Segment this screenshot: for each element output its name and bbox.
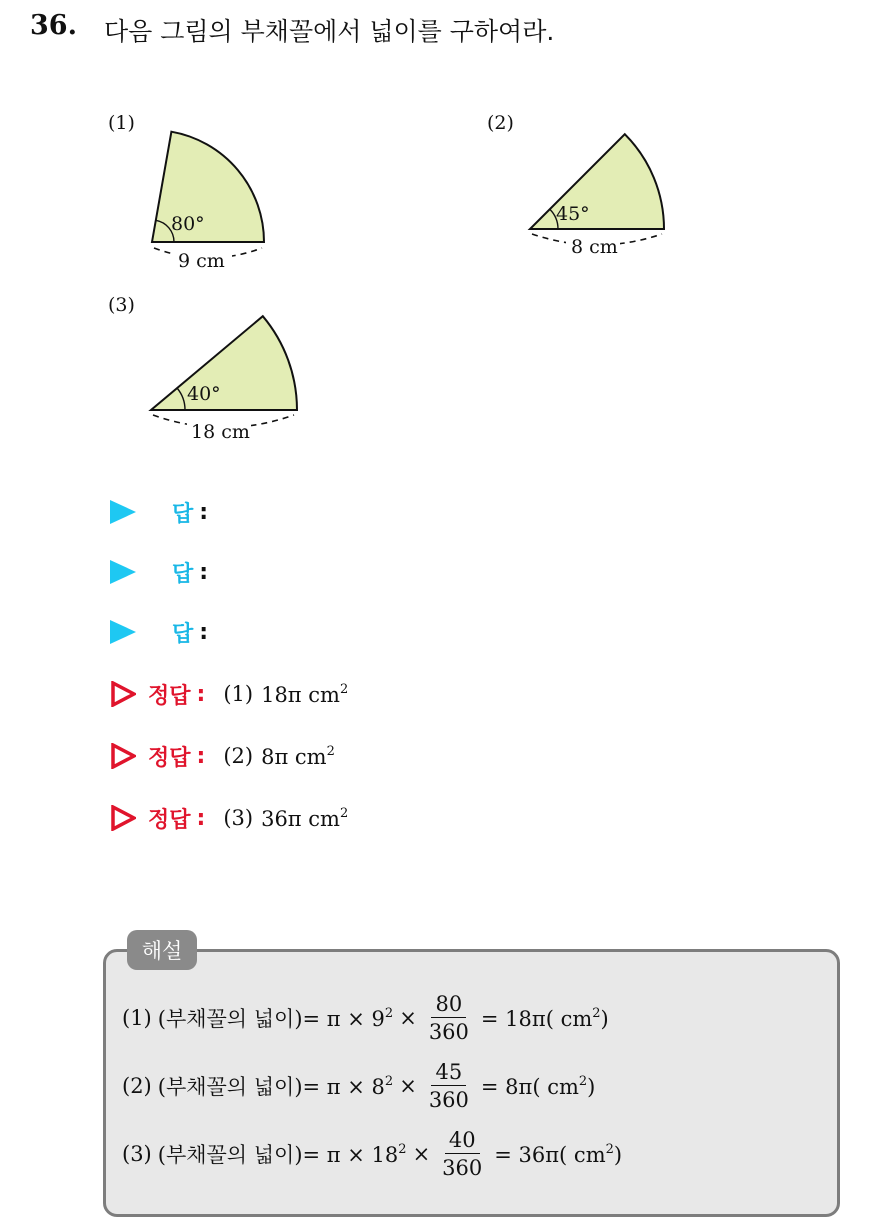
correct-answer-colon: : <box>196 743 206 769</box>
sector-2-shape <box>530 134 664 229</box>
sector-figure-1 <box>140 120 280 280</box>
answer-row-2 <box>110 554 208 590</box>
sector-figure-3 <box>140 305 310 450</box>
outline-triangle-icon <box>110 805 136 831</box>
explanation-line-2 <box>122 1056 595 1116</box>
answer-label: 답 <box>172 501 194 527</box>
answer-colon: : <box>199 559 209 585</box>
outline-triangle-icon <box>110 743 136 769</box>
explanation-lhs: (부채꼴의 넓이)= $\pi \times 9^2$ <box>157 1006 394 1031</box>
fraction: $\frac{40}{360}$ <box>442 1127 483 1180</box>
fraction: $\frac{45}{360}$ <box>428 1059 469 1112</box>
fraction: $\frac{80}{360}$ <box>428 991 469 1044</box>
times-sign: × <box>399 1074 417 1098</box>
explanation-title: 해설 <box>127 930 197 970</box>
correct-answer-2 <box>110 738 335 774</box>
figure-2-label: (2) <box>487 112 514 134</box>
play-triangle-icon <box>110 500 136 524</box>
sector-1-angle-label: 80° <box>171 213 205 235</box>
answer-colon: : <box>199 619 209 645</box>
correct-answer-label: 정답 <box>148 683 191 709</box>
sector-1-radius-label: 9 cm <box>178 250 225 272</box>
answer-colon: : <box>199 499 209 525</box>
correct-answer-value: 18π $cm^2$ <box>261 681 349 707</box>
question-text: 다음 그림의 부채꼴에서 넓이를 구하여라. <box>104 17 555 46</box>
correct-answer-label: 정답 <box>148 745 191 771</box>
times-sign: × <box>399 1006 417 1030</box>
play-triangle-icon <box>110 620 136 644</box>
outline-triangle-icon <box>110 681 136 707</box>
answer-label: 답 <box>172 561 194 587</box>
correct-answer-3 <box>110 800 348 836</box>
correct-answer-label: 정답 <box>148 807 191 833</box>
explanation-rhs: = 36π( $cm^2$) <box>494 1141 623 1167</box>
correct-answer-index: (3) <box>223 806 254 830</box>
explanation-rhs: = 8π( $cm^2$) <box>480 1073 596 1099</box>
answer-label: 답 <box>172 621 194 647</box>
explanation-index: (3) <box>122 1142 152 1166</box>
sector-3-radius-label: 18 cm <box>191 421 250 443</box>
explanation-line-3 <box>122 1124 622 1184</box>
correct-answer-1 <box>110 676 348 712</box>
correct-answer-value: 36π $cm^2$ <box>261 805 349 831</box>
figure-1-label: (1) <box>108 112 135 134</box>
answer-row-3 <box>110 614 208 650</box>
answer-row-1 <box>110 494 208 530</box>
sector-2-angle-label: 45° <box>556 203 590 225</box>
explanation-index: (2) <box>122 1074 152 1098</box>
figure-3-label: (3) <box>108 294 135 316</box>
sector-3-angle-label: 40° <box>187 383 221 405</box>
correct-answer-colon: : <box>196 681 206 707</box>
play-triangle-icon <box>110 560 136 584</box>
explanation-lhs: (부채꼴의 넓이)= $\pi \times 18^2$ <box>157 1142 407 1167</box>
sector-3-shape <box>151 316 297 410</box>
correct-answer-value: 8π $cm^2$ <box>261 743 335 769</box>
explanation-line-1 <box>122 988 609 1048</box>
explanation-index: (1) <box>122 1006 152 1030</box>
times-sign: × <box>412 1142 431 1166</box>
question-number: 36. <box>30 10 77 41</box>
explanation-rhs: = 18π( $cm^2$) <box>480 1005 609 1031</box>
sector-2-radius-label: 8 cm <box>571 236 618 258</box>
sector-1-shape <box>152 132 264 242</box>
correct-answer-index: (1) <box>223 682 254 706</box>
explanation-lhs: (부채꼴의 넓이)= $\pi \times 8^2$ <box>157 1074 394 1099</box>
correct-answer-colon: : <box>196 805 206 831</box>
correct-answer-index: (2) <box>223 744 254 768</box>
sector-figure-2 <box>520 120 680 260</box>
